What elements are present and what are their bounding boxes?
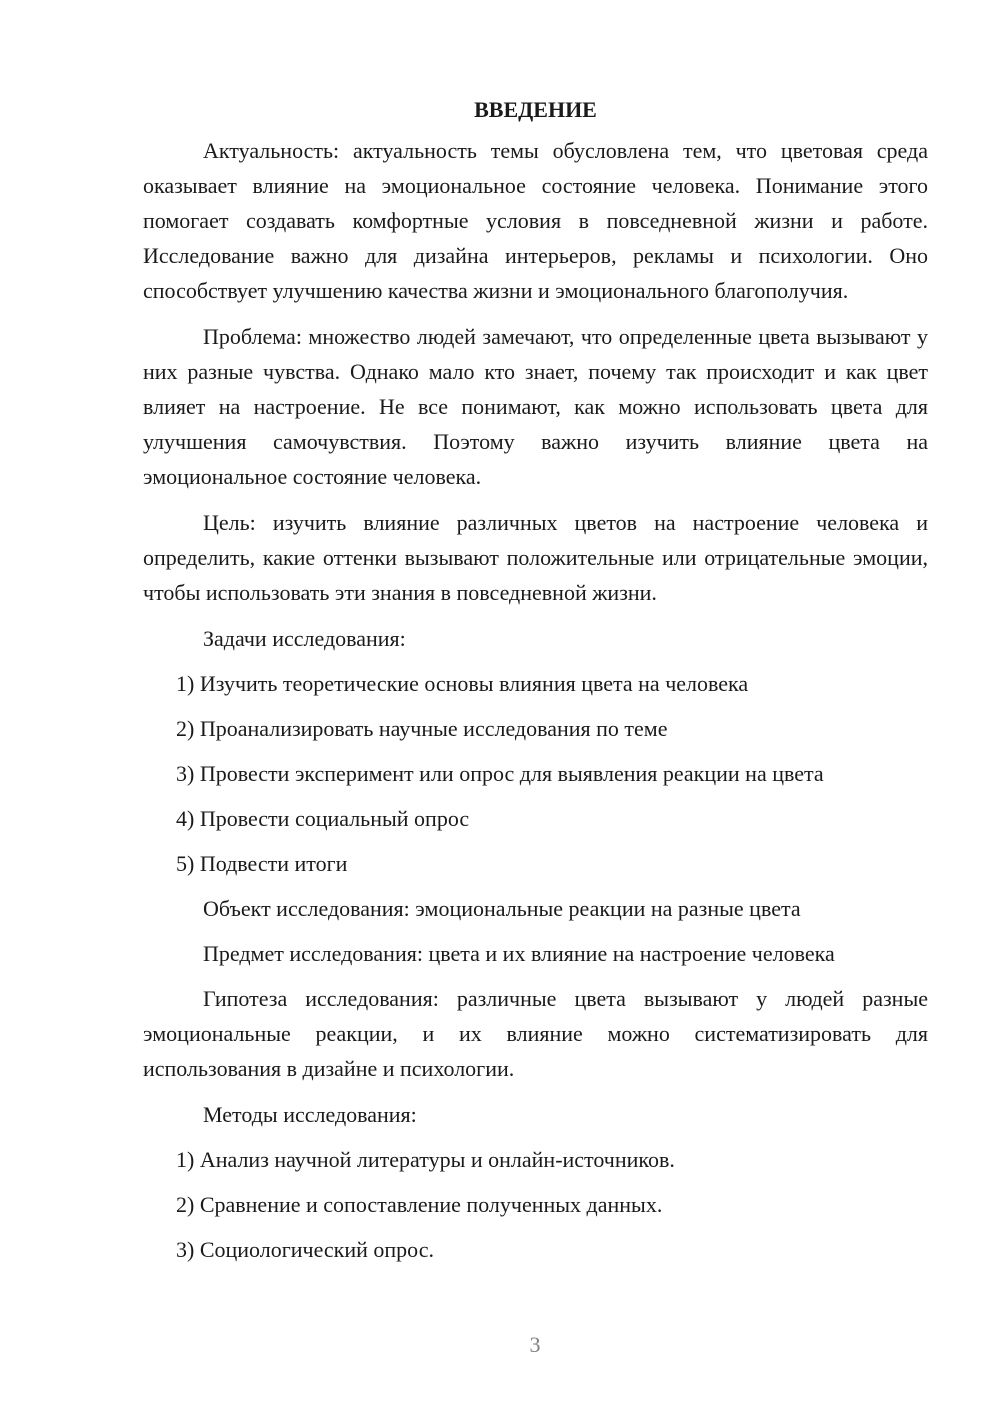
task-item: 2) Проанализировать научные исследования по теме	[176, 716, 668, 741]
goal-paragraph: Цель: изучить влияние различных цветов на настроение человека и определить, какие оттенки вызывают положительные или отрицательные эмоции, чтобы использовать эти знания в повседневной жизни.	[143, 510, 928, 605]
task-item: 4) Провести социальный опрос	[176, 806, 470, 831]
problem-paragraph: Проблема: множество людей замечают, что определенные цвета вызывают у них разные чувства. Однако мало кто знает, почему так происходит и как цвет влияет на настроение. Не все понимают, как можно использовать цвета для улучшения самочувствия. Поэтому важно изучить влияние цвета на эмоциональное состояние человека.	[143, 324, 928, 489]
tasks-list	[143, 666, 928, 881]
hypothesis-paragraph: Гипотеза исследования: различные цвета вызывают у людей разные эмоциональные реакции, и их влияние можно систематизировать для использования в дизайне и психологии.	[143, 986, 928, 1081]
task-item: 5) Подвести итоги	[176, 851, 348, 876]
task-item: 1) Изучить теоретические основы влияния цвета на человека	[176, 671, 749, 696]
task-item: 3) Провести эксперимент или опрос для выявления реакции на цвета	[176, 761, 824, 786]
research-subject: Предмет исследования: цвета и их влияние на настроение человека	[203, 941, 835, 966]
page-title: ВВЕДЕНИЕ	[474, 97, 597, 122]
method-item: 3) Социологический опрос.	[176, 1237, 434, 1262]
method-item: 2) Сравнение и сопоставление полученных данных.	[176, 1192, 663, 1217]
method-item: 1) Анализ научной литературы и онлайн-источников.	[176, 1147, 675, 1172]
page-content	[143, 92, 928, 1277]
methods-heading: Методы исследования:	[203, 1102, 417, 1127]
relevance-paragraph: Актуальность: актуальность темы обусловлена тем, что цветовая среда оказывает влияние на эмоциональное состояние человека. Понимание этого помогает создавать комфортные условия в повседневной жизни и работе. Исследование важно для дизайна интерьеров, рекламы и психологии. Оно способствует улучшению качества жизни и эмоционального благополучия.	[143, 138, 928, 303]
methods-list	[143, 1142, 928, 1267]
tasks-heading: Задачи исследования:	[203, 626, 406, 651]
research-object: Объект исследования: эмоциональные реакции на разные цвета	[203, 896, 801, 921]
page-number: 3	[529, 1332, 541, 1357]
